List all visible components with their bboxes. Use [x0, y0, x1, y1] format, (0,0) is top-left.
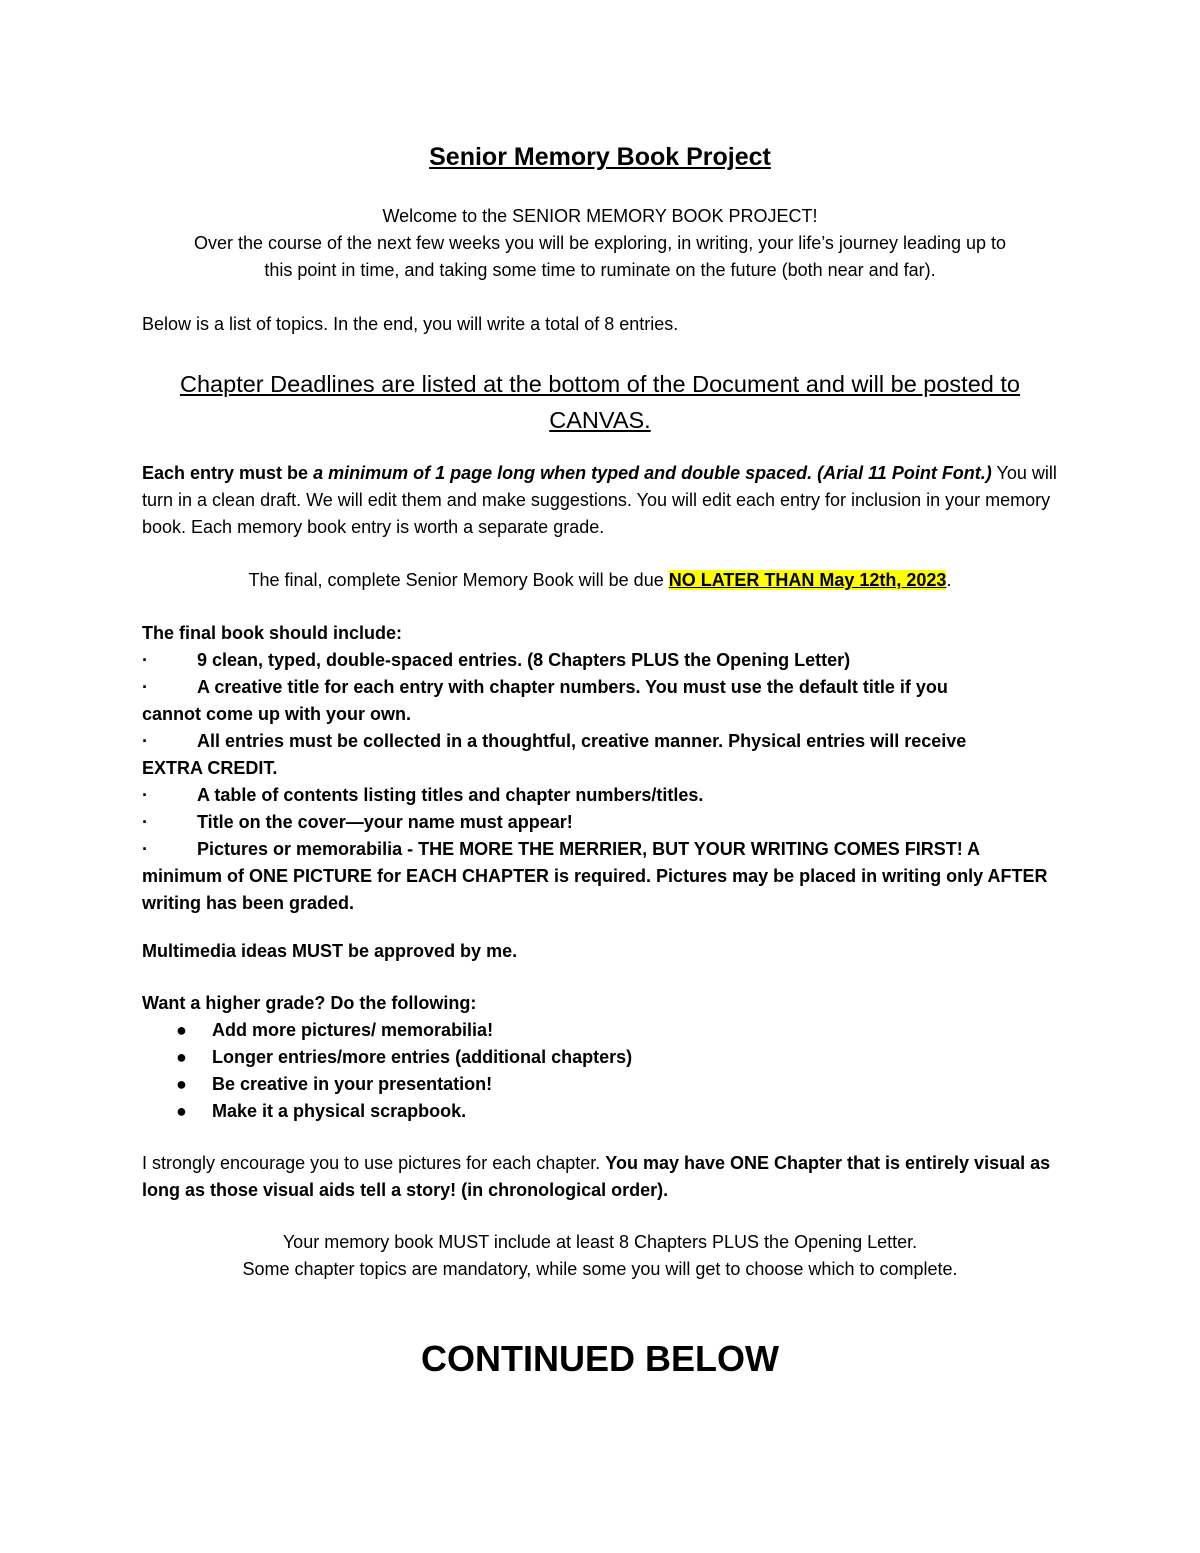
list-item: · Pictures or memorabilia - THE MORE THE MERRIER, BUT YOUR WRITING COMES FIRST! A — [142, 836, 1058, 863]
closing-line-2: Some chapter topics are mandatory, while some you will get to choose which to complete. — [242, 1259, 958, 1279]
bullet-icon: ● — [176, 1020, 187, 1040]
list-item: · Title on the cover—your name must appear! — [142, 809, 1058, 836]
higher-grade-section — [142, 990, 1058, 1125]
entry-req-lead: Each entry must be — [142, 463, 314, 483]
deadline-line-1: Chapter Deadlines are listed at the bottom of the Document and will be posted to — [180, 371, 1020, 397]
bullet-dot: · — [142, 677, 148, 697]
closing-block — [142, 1229, 1058, 1283]
deadline-line-2: CANVAS. — [549, 407, 651, 433]
encourage-paragraph — [142, 1150, 1058, 1204]
bullet-icon: ● — [176, 1074, 187, 1094]
higher-grade-list — [142, 1017, 1058, 1125]
entry-requirements — [142, 460, 1058, 541]
bullet-icon: ● — [176, 1101, 187, 1121]
bullet-dot: · — [142, 812, 148, 832]
list-item: · A table of contents listing titles and chapter numbers/titles. — [142, 782, 1058, 809]
encourage-normal: I strongly encourage you to use pictures for each chapter. — [142, 1153, 606, 1173]
list-item-wrap: minimum of ONE PICTURE for EACH CHAPTER is required. Pictures may be placed in writing only AFTER writing has been graded. — [142, 866, 1048, 913]
intro-block — [142, 203, 1058, 284]
list-item: ● Add more pictures/ memorabilia! — [142, 1017, 1058, 1044]
intro-welcome: Welcome to the SENIOR MEMORY BOOK PROJECT! — [382, 206, 818, 226]
list-item-wrap: cannot come up with your own. — [142, 704, 412, 724]
intro-line-2: Over the course of the next few weeks you will be exploring, in writing, your life’s journey leading up to — [193, 233, 1007, 253]
final-due-text: The final, complete Senior Memory Book will be due — [248, 570, 669, 590]
intro-line-3: this point in time, and taking some time to ruminate on the future (both near and far). — [264, 260, 936, 280]
bullet-icon: ● — [176, 1047, 187, 1067]
higher-grade-heading: Want a higher grade? Do the following: — [142, 993, 477, 1013]
list-item: · All entries must be collected in a thoughtful, creative manner. Physical entries will receive — [142, 728, 1058, 755]
list-item: · A creative title for each entry with chapter numbers. You must use the default title if you — [142, 674, 1058, 701]
topics-line: Below is a list of topics. In the end, you will write a total of 8 entries. — [142, 314, 679, 334]
entry-req-rest: You will turn in a clean draft. We will edit them and make suggestions. You will edit each entry for inclusion in your memory book. Each memory book entry is worth a separate grade. — [142, 463, 1057, 537]
page-title: Senior Memory Book Project — [429, 143, 771, 171]
final-due-line — [142, 567, 1058, 594]
deadline-notice — [142, 366, 1058, 438]
final-book-heading: The final book should include: — [142, 623, 402, 643]
list-item-wrap: EXTRA CREDIT. — [142, 758, 278, 778]
bullet-dot: · — [142, 785, 148, 805]
entry-req-italic: a minimum of 1 page long when typed and double spaced. (Arial 11 Point Font.) — [313, 463, 992, 483]
list-item: · 9 clean, typed, double-spaced entries. (8 Chapters PLUS the Opening Letter) — [142, 647, 1058, 674]
multimedia-note: Multimedia ideas MUST be approved by me. — [142, 941, 518, 961]
bullet-dot: · — [142, 839, 148, 859]
list-item: ● Be creative in your presentation! — [142, 1071, 1058, 1098]
final-book-section — [142, 620, 1058, 917]
bullet-dot: · — [142, 731, 148, 751]
bullet-dot: · — [142, 650, 148, 670]
list-item: ● Longer entries/more entries (additional chapters) — [142, 1044, 1058, 1071]
encourage-bold: You may have ONE Chapter that is entirely visual as long as those visual aids tell a story! (in chronological order). — [142, 1153, 1051, 1200]
list-item: ● Make it a physical scrapbook. — [142, 1098, 1058, 1125]
closing-line-1: Your memory book MUST include at least 8 Chapters PLUS the Opening Letter. — [282, 1232, 918, 1252]
final-due-end: . — [946, 570, 952, 590]
continued-heading: CONTINUED BELOW — [421, 1338, 779, 1379]
final-due-highlight: NO LATER THAN May 12th, 2023 — [668, 570, 947, 590]
